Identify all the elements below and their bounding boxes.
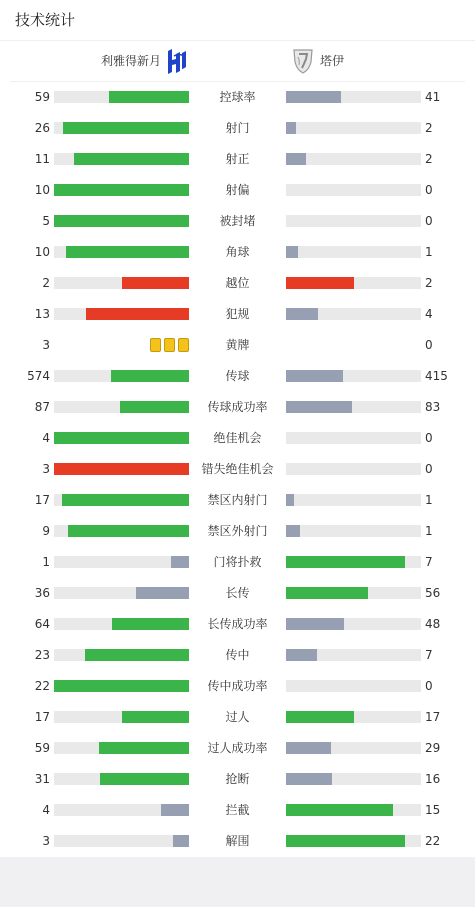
home-bar-fill — [122, 711, 190, 723]
home-bar-fill — [54, 215, 189, 227]
stat-label: 抢断 — [225, 772, 250, 786]
away-value: 17 — [425, 710, 441, 724]
away-value: 15 — [425, 803, 441, 817]
home-bar-track — [54, 680, 189, 692]
home-bar-track — [54, 525, 189, 537]
away-bar-track — [286, 835, 421, 847]
home-bar-track — [54, 91, 189, 103]
away-value: 56 — [425, 586, 441, 600]
home-bar-track — [54, 649, 189, 661]
away-bar-fill — [286, 401, 352, 413]
away-bar-track — [286, 587, 421, 599]
away-value: 0 — [425, 679, 433, 693]
stat-label: 禁区外射门 — [207, 524, 268, 538]
home-bar-fill — [54, 184, 189, 196]
home-value: 59 — [34, 741, 50, 755]
away-value: 83 — [425, 400, 441, 414]
home-bar-fill — [111, 370, 189, 382]
stat-label: 射门 — [225, 121, 250, 135]
home-bar-track — [54, 153, 189, 165]
stat-label: 过人 — [225, 710, 250, 724]
stat-row — [0, 671, 475, 702]
away-value: 1 — [425, 493, 433, 507]
stat-label: 错失绝佳机会 — [201, 462, 274, 476]
away-bar-track — [286, 494, 421, 506]
stat-row — [0, 826, 475, 857]
stat-row — [0, 206, 475, 237]
stat-label: 拦截 — [225, 803, 250, 817]
home-value: 9 — [42, 524, 50, 538]
al-taee-logo-icon — [291, 47, 315, 75]
away-value: 7 — [425, 555, 433, 569]
home-bar-fill — [62, 494, 189, 506]
home-value: 1 — [42, 555, 50, 569]
stat-row — [0, 547, 475, 578]
stat-label: 长传成功率 — [207, 617, 268, 631]
away-bar-track — [286, 680, 421, 692]
stat-label: 越位 — [225, 276, 250, 290]
stat-label: 黄牌 — [225, 338, 250, 352]
away-value: 2 — [425, 276, 433, 290]
page-title: 技术统计 — [15, 11, 76, 29]
stat-row — [0, 609, 475, 640]
away-bar-fill — [286, 835, 405, 847]
home-bar-fill — [66, 246, 189, 258]
home-bar-fill — [54, 680, 189, 692]
home-bar-track — [54, 122, 189, 134]
away-value: 415 — [425, 369, 448, 383]
away-value: 1 — [425, 524, 433, 538]
stat-row — [0, 392, 475, 423]
home-bar-track — [54, 463, 189, 475]
away-bar-track — [286, 525, 421, 537]
home-bar-fill — [109, 91, 189, 103]
teams-header — [0, 41, 475, 81]
away-bar-track — [286, 370, 421, 382]
home-bar-fill — [74, 153, 189, 165]
away-bar-track — [286, 711, 421, 723]
stat-label: 解围 — [225, 834, 250, 848]
away-bar-fill — [286, 494, 294, 506]
stat-row — [0, 764, 475, 795]
home-bar-track — [54, 804, 189, 816]
away-value: 22 — [425, 834, 441, 848]
stat-row — [0, 454, 475, 485]
home-bar-track — [54, 773, 189, 785]
away-bar-fill — [286, 370, 343, 382]
away-value: 0 — [425, 338, 433, 352]
away-bar-fill — [286, 587, 368, 599]
away-bar-track — [286, 618, 421, 630]
home-bar-track — [54, 277, 189, 289]
away-bar-track — [286, 463, 421, 475]
away-bar-track — [286, 91, 421, 103]
home-bar-track — [54, 184, 189, 196]
home-bar-fill — [86, 308, 189, 320]
away-bar-fill — [286, 618, 344, 630]
home-value: 64 — [34, 617, 50, 631]
home-bar-fill — [63, 122, 189, 134]
home-bar-fill — [68, 525, 190, 537]
away-team-name: 塔伊 — [320, 54, 345, 68]
away-value: 1 — [425, 245, 433, 259]
away-bar-track — [286, 742, 421, 754]
home-bar-track — [54, 215, 189, 227]
stat-row — [0, 82, 475, 113]
home-bar-track — [54, 711, 189, 723]
away-bar-fill — [286, 122, 296, 134]
home-bar-track — [54, 246, 189, 258]
home-bar-track — [54, 742, 189, 754]
away-value: 0 — [425, 183, 433, 197]
home-value: 4 — [42, 803, 50, 817]
away-bar-fill — [286, 153, 306, 165]
home-value: 10 — [34, 183, 50, 197]
home-bar-fill — [122, 277, 190, 289]
away-bar-track — [286, 773, 421, 785]
stat-label: 禁区内射门 — [207, 493, 268, 507]
home-value: 3 — [42, 834, 50, 848]
stat-row — [0, 361, 475, 392]
away-bar-track — [286, 184, 421, 196]
away-bar-fill — [286, 525, 300, 537]
away-bar-fill — [286, 773, 332, 785]
stat-row — [0, 733, 475, 764]
away-bar-track — [286, 649, 421, 661]
away-value: 0 — [425, 431, 433, 445]
home-bar-fill — [112, 618, 189, 630]
stat-label: 射偏 — [225, 183, 250, 197]
away-value: 2 — [425, 121, 433, 135]
yellow-card-icon — [150, 338, 161, 352]
stat-label: 犯规 — [225, 307, 250, 321]
home-value: 17 — [34, 710, 50, 724]
stat-row — [0, 330, 475, 361]
home-bar-track — [54, 432, 189, 444]
away-value: 7 — [425, 648, 433, 662]
away-value: 48 — [425, 617, 441, 631]
stat-row — [0, 423, 475, 454]
home-bar-track — [54, 308, 189, 320]
stat-row — [0, 578, 475, 609]
stat-row — [0, 175, 475, 206]
home-value: 22 — [34, 679, 50, 693]
home-value: 59 — [34, 90, 50, 104]
stat-label: 长传 — [225, 586, 250, 600]
home-bar-fill — [85, 649, 189, 661]
stat-label: 门将扑救 — [213, 555, 262, 569]
away-bar-fill — [286, 277, 354, 289]
home-bar-fill — [54, 432, 189, 444]
away-value: 16 — [425, 772, 441, 786]
home-bar-fill — [54, 463, 189, 475]
away-bar-track — [286, 804, 421, 816]
yellow-card-icon — [178, 338, 189, 352]
away-bar-track — [286, 153, 421, 165]
away-value: 4 — [425, 307, 433, 321]
stat-row — [0, 268, 475, 299]
away-bar-track — [286, 556, 421, 568]
stat-row — [0, 113, 475, 144]
away-bar-track — [286, 401, 421, 413]
stat-label: 角球 — [225, 245, 250, 259]
home-value: 87 — [34, 400, 50, 414]
stat-row — [0, 237, 475, 268]
yellow-card-icon — [164, 338, 175, 352]
home-value: 11 — [34, 152, 50, 166]
home-yellow-cards — [150, 338, 189, 352]
stat-label: 被封堵 — [219, 214, 256, 228]
home-bar-track — [54, 494, 189, 506]
stat-row — [0, 702, 475, 733]
home-value: 2 — [42, 276, 50, 290]
stat-label: 过人成功率 — [207, 741, 268, 755]
stat-label: 射正 — [225, 152, 250, 166]
home-value: 10 — [34, 245, 50, 259]
stat-row — [0, 485, 475, 516]
away-bar-fill — [286, 308, 318, 320]
home-value: 26 — [34, 121, 50, 135]
away-bar-track — [286, 277, 421, 289]
away-value: 2 — [425, 152, 433, 166]
home-bar-track — [54, 556, 189, 568]
home-value: 5 — [42, 214, 50, 228]
al-hilal-logo-icon — [166, 47, 190, 75]
home-team-name: 利雅得新月 — [100, 54, 161, 68]
away-bar-fill — [286, 246, 298, 258]
stat-row — [0, 516, 475, 547]
away-value: 29 — [425, 741, 441, 755]
home-bar-track — [54, 587, 189, 599]
home-bar-fill — [136, 587, 189, 599]
away-bar-fill — [286, 649, 317, 661]
home-bar-fill — [171, 556, 189, 568]
away-bar-track — [286, 308, 421, 320]
home-value: 4 — [42, 431, 50, 445]
home-value: 3 — [42, 338, 50, 352]
stat-label: 绝佳机会 — [213, 431, 262, 445]
away-bar-fill — [286, 804, 393, 816]
away-bar-fill — [286, 711, 354, 723]
home-bar-track — [54, 370, 189, 382]
stat-row — [0, 144, 475, 175]
stat-label: 传中 — [225, 648, 250, 662]
away-bar-fill — [286, 556, 405, 568]
away-bar-fill — [286, 91, 341, 103]
stats-list — [0, 82, 475, 857]
home-bar-track — [54, 401, 189, 413]
away-value: 41 — [425, 90, 441, 104]
home-bar-fill — [173, 835, 189, 847]
home-value: 36 — [34, 586, 50, 600]
stat-row — [0, 795, 475, 826]
home-bar-fill — [100, 773, 189, 785]
away-value: 0 — [425, 462, 433, 476]
away-bar-track — [286, 215, 421, 227]
stat-label: 传球 — [225, 369, 250, 383]
away-bar-track — [286, 432, 421, 444]
home-bar-fill — [99, 742, 190, 754]
home-value: 13 — [34, 307, 50, 321]
stat-label: 传中成功率 — [207, 679, 268, 693]
home-value: 574 — [27, 369, 50, 383]
home-value: 3 — [42, 462, 50, 476]
away-bar-track — [286, 246, 421, 258]
stat-row — [0, 640, 475, 671]
stat-row — [0, 299, 475, 330]
home-value: 17 — [34, 493, 50, 507]
home-bar-fill — [161, 804, 189, 816]
home-value: 23 — [34, 648, 50, 662]
stat-label: 控球率 — [219, 90, 256, 104]
home-bar-fill — [120, 401, 189, 413]
away-bar-track — [286, 122, 421, 134]
home-value: 31 — [34, 772, 50, 786]
away-bar-fill — [286, 742, 331, 754]
away-value: 0 — [425, 214, 433, 228]
stat-label: 传球成功率 — [207, 400, 268, 414]
home-bar-track — [54, 835, 189, 847]
home-bar-track — [54, 618, 189, 630]
